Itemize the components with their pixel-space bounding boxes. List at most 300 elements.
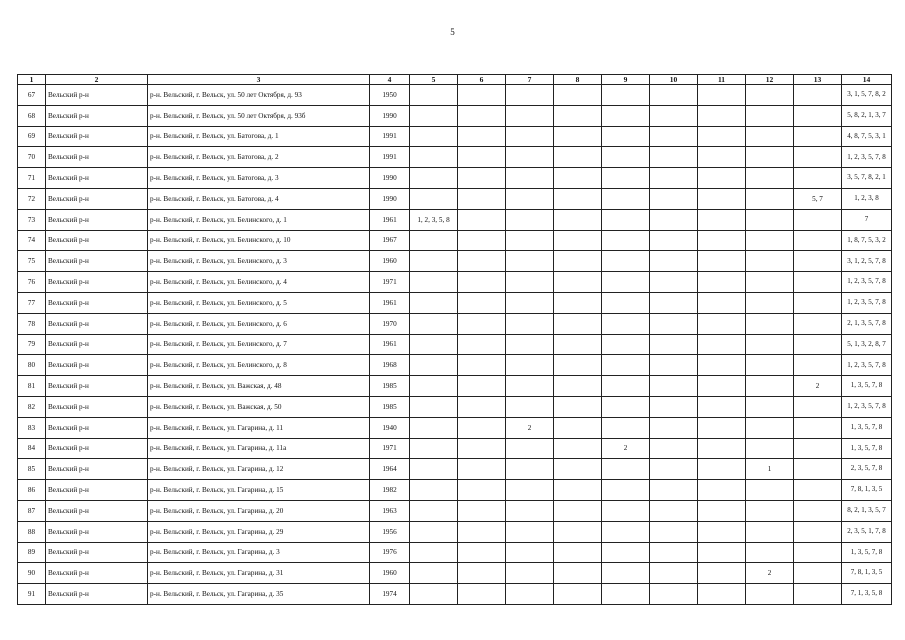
- col14-cell: 5, 1, 3, 2, 8, 7: [842, 334, 892, 355]
- col7-cell: [506, 500, 554, 521]
- year-cell: 1964: [370, 459, 410, 480]
- col9-cell: [602, 85, 650, 106]
- address-cell: р-н. Вельский, г. Вельск, ул. Гагарина, д. 11: [148, 417, 370, 438]
- col11-cell: [698, 459, 746, 480]
- col6-cell: [458, 230, 506, 251]
- col5-cell: [410, 521, 458, 542]
- col11-cell: [698, 438, 746, 459]
- col12-cell: [746, 209, 794, 230]
- col13-cell: [794, 438, 842, 459]
- row-number: 70: [18, 147, 46, 168]
- col6-cell: [458, 105, 506, 126]
- year-cell: 1961: [370, 209, 410, 230]
- col12-cell: [746, 417, 794, 438]
- col6-cell: [458, 396, 506, 417]
- col10-cell: [650, 438, 698, 459]
- col13-cell: [794, 168, 842, 189]
- col5-cell: [410, 355, 458, 376]
- district-cell: Вельский р-н: [46, 85, 148, 106]
- district-cell: Вельский р-н: [46, 313, 148, 334]
- col6-cell: [458, 417, 506, 438]
- year-cell: 1961: [370, 292, 410, 313]
- district-cell: Вельский р-н: [46, 563, 148, 584]
- col7-cell: [506, 438, 554, 459]
- col14-cell: 7, 8, 1, 3, 5: [842, 480, 892, 501]
- col13-cell: [794, 272, 842, 293]
- address-cell: р-н. Вельский, г. Вельск, ул. Важская, д. 48: [148, 376, 370, 397]
- col14-cell: 1, 2, 3, 5, 7, 8: [842, 396, 892, 417]
- col10-cell: [650, 188, 698, 209]
- col8-cell: [554, 500, 602, 521]
- col14-cell: 1, 8, 7, 5, 3, 2: [842, 230, 892, 251]
- col7-cell: [506, 105, 554, 126]
- year-cell: 1956: [370, 521, 410, 542]
- district-cell: Вельский р-н: [46, 376, 148, 397]
- col5-cell: [410, 313, 458, 334]
- col9-cell: [602, 126, 650, 147]
- address-cell: р-н. Вельский, г. Вельск, ул. Батогова, д. 1: [148, 126, 370, 147]
- col13-cell: [794, 396, 842, 417]
- col13-cell: [794, 563, 842, 584]
- col6-cell: [458, 292, 506, 313]
- col14-cell: 1, 3, 5, 7, 8: [842, 376, 892, 397]
- district-cell: Вельский р-н: [46, 168, 148, 189]
- col12-cell: [746, 147, 794, 168]
- column-header-12: 12: [746, 75, 794, 85]
- col5-cell: [410, 480, 458, 501]
- col7-cell: [506, 292, 554, 313]
- col12-cell: [746, 334, 794, 355]
- row-number: 84: [18, 438, 46, 459]
- table-row: [18, 188, 892, 209]
- col5-cell: [410, 500, 458, 521]
- col5-cell: [410, 105, 458, 126]
- col6-cell: [458, 500, 506, 521]
- col6-cell: [458, 334, 506, 355]
- table-row: [18, 355, 892, 376]
- col12-cell: [746, 85, 794, 106]
- col9-cell: [602, 147, 650, 168]
- district-cell: Вельский р-н: [46, 355, 148, 376]
- col5-cell: [410, 396, 458, 417]
- column-header-8: 8: [554, 75, 602, 85]
- col8-cell: [554, 563, 602, 584]
- col14-cell: 7, 1, 3, 5, 8: [842, 584, 892, 605]
- year-cell: 1961: [370, 334, 410, 355]
- col13-cell: [794, 147, 842, 168]
- table-row: [18, 459, 892, 480]
- col11-cell: [698, 376, 746, 397]
- col10-cell: [650, 480, 698, 501]
- col9-cell: [602, 563, 650, 584]
- col7-cell: [506, 209, 554, 230]
- col6-cell: [458, 209, 506, 230]
- col5-cell: [410, 417, 458, 438]
- col14-cell: 3, 5, 7, 8, 2, 1: [842, 168, 892, 189]
- col5-cell: [410, 230, 458, 251]
- col11-cell: [698, 126, 746, 147]
- year-cell: 1968: [370, 355, 410, 376]
- table-row: [18, 126, 892, 147]
- col7-cell: 2: [506, 417, 554, 438]
- row-number: 82: [18, 396, 46, 417]
- year-cell: 1950: [370, 85, 410, 106]
- address-cell: р-н. Вельский, г. Вельск, ул. Белинского, д. 8: [148, 355, 370, 376]
- col11-cell: [698, 313, 746, 334]
- col8-cell: [554, 292, 602, 313]
- column-header-11: 11: [698, 75, 746, 85]
- col6-cell: [458, 542, 506, 563]
- col11-cell: [698, 396, 746, 417]
- col5-cell: 1, 2, 3, 5, 8: [410, 209, 458, 230]
- col13-cell: 5, 7: [794, 188, 842, 209]
- col8-cell: [554, 188, 602, 209]
- col9-cell: [602, 542, 650, 563]
- col10-cell: [650, 417, 698, 438]
- year-cell: 1976: [370, 542, 410, 563]
- col13-cell: [794, 209, 842, 230]
- col14-cell: 2, 3, 5, 1, 7, 8: [842, 521, 892, 542]
- col6-cell: [458, 355, 506, 376]
- district-cell: Вельский р-н: [46, 188, 148, 209]
- col11-cell: [698, 417, 746, 438]
- row-number: 85: [18, 459, 46, 480]
- col14-cell: 3, 1, 5, 7, 8, 2: [842, 85, 892, 106]
- row-number: 76: [18, 272, 46, 293]
- col6-cell: [458, 126, 506, 147]
- col11-cell: [698, 230, 746, 251]
- row-number: 75: [18, 251, 46, 272]
- district-cell: Вельский р-н: [46, 438, 148, 459]
- col12-cell: 1: [746, 459, 794, 480]
- col8-cell: [554, 521, 602, 542]
- col6-cell: [458, 438, 506, 459]
- table-row: [18, 396, 892, 417]
- address-cell: р-н. Вельский, г. Вельск, ул. Гагарина, д. 15: [148, 480, 370, 501]
- row-number: 69: [18, 126, 46, 147]
- col7-cell: [506, 272, 554, 293]
- address-cell: р-н. Вельский, г. Вельск, ул. Гагарина, д. 31: [148, 563, 370, 584]
- col10-cell: [650, 584, 698, 605]
- col13-cell: 2: [794, 376, 842, 397]
- col5-cell: [410, 334, 458, 355]
- col12-cell: [746, 105, 794, 126]
- col11-cell: [698, 105, 746, 126]
- row-number: 81: [18, 376, 46, 397]
- col5-cell: [410, 85, 458, 106]
- col10-cell: [650, 147, 698, 168]
- col9-cell: [602, 584, 650, 605]
- table-row: [18, 230, 892, 251]
- col13-cell: [794, 355, 842, 376]
- district-cell: Вельский р-н: [46, 521, 148, 542]
- col5-cell: [410, 438, 458, 459]
- col6-cell: [458, 168, 506, 189]
- year-cell: 1963: [370, 500, 410, 521]
- col7-cell: [506, 334, 554, 355]
- col12-cell: [746, 168, 794, 189]
- col8-cell: [554, 480, 602, 501]
- col12-cell: [746, 188, 794, 209]
- col13-cell: [794, 334, 842, 355]
- col9-cell: [602, 272, 650, 293]
- col11-cell: [698, 292, 746, 313]
- table-row: [18, 542, 892, 563]
- col7-cell: [506, 126, 554, 147]
- district-cell: Вельский р-н: [46, 417, 148, 438]
- col10-cell: [650, 500, 698, 521]
- col12-cell: [746, 480, 794, 501]
- address-cell: р-н. Вельский, г. Вельск, ул. Гагарина, д. 3: [148, 542, 370, 563]
- col10-cell: [650, 85, 698, 106]
- table-row: [18, 105, 892, 126]
- year-cell: 1960: [370, 251, 410, 272]
- col10-cell: [650, 251, 698, 272]
- district-cell: Вельский р-н: [46, 334, 148, 355]
- col13-cell: [794, 292, 842, 313]
- district-cell: Вельский р-н: [46, 272, 148, 293]
- row-number: 83: [18, 417, 46, 438]
- col8-cell: [554, 459, 602, 480]
- district-cell: Вельский р-н: [46, 480, 148, 501]
- col9-cell: [602, 396, 650, 417]
- district-cell: Вельский р-н: [46, 459, 148, 480]
- district-cell: Вельский р-н: [46, 396, 148, 417]
- col5-cell: [410, 292, 458, 313]
- col9-cell: [602, 480, 650, 501]
- col5-cell: [410, 584, 458, 605]
- col10-cell: [650, 542, 698, 563]
- address-cell: р-н. Вельский, г. Вельск, ул. Белинского, д. 10: [148, 230, 370, 251]
- address-cell: р-н. Вельский, г. Вельск, ул. Батогова, д. 4: [148, 188, 370, 209]
- row-number: 72: [18, 188, 46, 209]
- district-cell: Вельский р-н: [46, 209, 148, 230]
- table-row: [18, 480, 892, 501]
- col13-cell: [794, 500, 842, 521]
- year-cell: 1970: [370, 313, 410, 334]
- col11-cell: [698, 272, 746, 293]
- address-cell: р-н. Вельский, г. Вельск, ул. Батогова, д. 2: [148, 147, 370, 168]
- col12-cell: [746, 500, 794, 521]
- col5-cell: [410, 459, 458, 480]
- col10-cell: [650, 563, 698, 584]
- col13-cell: [794, 105, 842, 126]
- col8-cell: [554, 272, 602, 293]
- col8-cell: [554, 542, 602, 563]
- table-row: [18, 85, 892, 106]
- col14-cell: 1, 3, 5, 7, 8: [842, 438, 892, 459]
- district-cell: Вельский р-н: [46, 542, 148, 563]
- col14-cell: 4, 8, 7, 5, 3, 1: [842, 126, 892, 147]
- col12-cell: [746, 396, 794, 417]
- col10-cell: [650, 105, 698, 126]
- col10-cell: [650, 313, 698, 334]
- col11-cell: [698, 168, 746, 189]
- address-cell: р-н. Вельский, г. Вельск, ул. Белинского, д. 3: [148, 251, 370, 272]
- col8-cell: [554, 147, 602, 168]
- col9-cell: [602, 459, 650, 480]
- col6-cell: [458, 272, 506, 293]
- col14-cell: 3, 1, 2, 5, 7, 8: [842, 251, 892, 272]
- col8-cell: [554, 168, 602, 189]
- col5-cell: [410, 376, 458, 397]
- col12-cell: [746, 438, 794, 459]
- row-number: 86: [18, 480, 46, 501]
- row-number: 88: [18, 521, 46, 542]
- col11-cell: [698, 542, 746, 563]
- col8-cell: [554, 376, 602, 397]
- col12-cell: [746, 376, 794, 397]
- col6-cell: [458, 376, 506, 397]
- row-number: 79: [18, 334, 46, 355]
- col6-cell: [458, 85, 506, 106]
- col13-cell: [794, 417, 842, 438]
- address-cell: р-н. Вельский, г. Вельск, ул. Гагарина, д. 12: [148, 459, 370, 480]
- col9-cell: [602, 105, 650, 126]
- year-cell: 1982: [370, 480, 410, 501]
- column-header-5: 5: [410, 75, 458, 85]
- col7-cell: [506, 459, 554, 480]
- col8-cell: [554, 417, 602, 438]
- col12-cell: 2: [746, 563, 794, 584]
- col10-cell: [650, 292, 698, 313]
- col7-cell: [506, 542, 554, 563]
- column-header-14: 14: [842, 75, 892, 85]
- col8-cell: [554, 396, 602, 417]
- col9-cell: [602, 251, 650, 272]
- col10-cell: [650, 126, 698, 147]
- col10-cell: [650, 459, 698, 480]
- col7-cell: [506, 584, 554, 605]
- column-header-9: 9: [602, 75, 650, 85]
- column-header-13: 13: [794, 75, 842, 85]
- col11-cell: [698, 584, 746, 605]
- row-number: 89: [18, 542, 46, 563]
- address-cell: р-н. Вельский, г. Вельск, ул. Белинского, д. 4: [148, 272, 370, 293]
- table-row: [18, 272, 892, 293]
- column-header-2: 2: [46, 75, 148, 85]
- col10-cell: [650, 230, 698, 251]
- col6-cell: [458, 251, 506, 272]
- col11-cell: [698, 480, 746, 501]
- col12-cell: [746, 521, 794, 542]
- col7-cell: [506, 396, 554, 417]
- col13-cell: [794, 313, 842, 334]
- col7-cell: [506, 563, 554, 584]
- col11-cell: [698, 147, 746, 168]
- district-cell: Вельский р-н: [46, 584, 148, 605]
- table-row: [18, 521, 892, 542]
- table-row: [18, 251, 892, 272]
- col8-cell: [554, 105, 602, 126]
- column-header-6: 6: [458, 75, 506, 85]
- row-number: 74: [18, 230, 46, 251]
- column-header-10: 10: [650, 75, 698, 85]
- table-row: [18, 168, 892, 189]
- col7-cell: [506, 521, 554, 542]
- col9-cell: [602, 168, 650, 189]
- address-cell: р-н. Вельский, г. Вельск, ул. 50 лет Октября, д. 93: [148, 85, 370, 106]
- row-number: 77: [18, 292, 46, 313]
- table-row: [18, 376, 892, 397]
- year-cell: 1990: [370, 188, 410, 209]
- col9-cell: [602, 313, 650, 334]
- col10-cell: [650, 334, 698, 355]
- table-row: [18, 292, 892, 313]
- col14-cell: 7, 8, 1, 3, 5: [842, 563, 892, 584]
- col5-cell: [410, 126, 458, 147]
- col14-cell: 1, 2, 3, 8: [842, 188, 892, 209]
- address-cell: р-н. Вельский, г. Вельск, ул. Белинского, д. 6: [148, 313, 370, 334]
- col12-cell: [746, 251, 794, 272]
- col13-cell: [794, 251, 842, 272]
- col14-cell: 1, 2, 3, 5, 7, 8: [842, 272, 892, 293]
- col14-cell: 1, 3, 5, 7, 8: [842, 417, 892, 438]
- col10-cell: [650, 396, 698, 417]
- table-body: [18, 85, 892, 605]
- col7-cell: [506, 85, 554, 106]
- col10-cell: [650, 272, 698, 293]
- col7-cell: [506, 376, 554, 397]
- address-cell: р-н. Вельский, г. Вельск, ул. Белинского, д. 1: [148, 209, 370, 230]
- col14-cell: 5, 8, 2, 1, 3, 7: [842, 105, 892, 126]
- row-number: 73: [18, 209, 46, 230]
- col9-cell: [602, 230, 650, 251]
- col6-cell: [458, 480, 506, 501]
- table-row: [18, 209, 892, 230]
- col9-cell: [602, 292, 650, 313]
- district-cell: Вельский р-н: [46, 230, 148, 251]
- col5-cell: [410, 147, 458, 168]
- table-row: [18, 438, 892, 459]
- col9-cell: [602, 355, 650, 376]
- col11-cell: [698, 355, 746, 376]
- col14-cell: 1, 2, 3, 5, 7, 8: [842, 292, 892, 313]
- col6-cell: [458, 313, 506, 334]
- col8-cell: [554, 334, 602, 355]
- col13-cell: [794, 542, 842, 563]
- col10-cell: [650, 168, 698, 189]
- col10-cell: [650, 209, 698, 230]
- col10-cell: [650, 521, 698, 542]
- address-cell: р-н. Вельский, г. Вельск, ул. Гагарина, д. 35: [148, 584, 370, 605]
- table-row: [18, 500, 892, 521]
- year-cell: 1991: [370, 126, 410, 147]
- district-cell: Вельский р-н: [46, 147, 148, 168]
- col11-cell: [698, 188, 746, 209]
- col12-cell: [746, 355, 794, 376]
- col6-cell: [458, 563, 506, 584]
- col5-cell: [410, 542, 458, 563]
- address-cell: р-н. Вельский, г. Вельск, ул. Гагарина, д. 11а: [148, 438, 370, 459]
- column-header-4: 4: [370, 75, 410, 85]
- year-cell: 1990: [370, 168, 410, 189]
- col8-cell: [554, 251, 602, 272]
- col11-cell: [698, 334, 746, 355]
- col8-cell: [554, 438, 602, 459]
- row-number: 80: [18, 355, 46, 376]
- table-row: [18, 334, 892, 355]
- col8-cell: [554, 126, 602, 147]
- table-row: [18, 417, 892, 438]
- col9-cell: [602, 376, 650, 397]
- col8-cell: [554, 85, 602, 106]
- col14-cell: 7: [842, 209, 892, 230]
- header-row: [18, 75, 892, 85]
- col5-cell: [410, 188, 458, 209]
- col7-cell: [506, 230, 554, 251]
- col7-cell: [506, 480, 554, 501]
